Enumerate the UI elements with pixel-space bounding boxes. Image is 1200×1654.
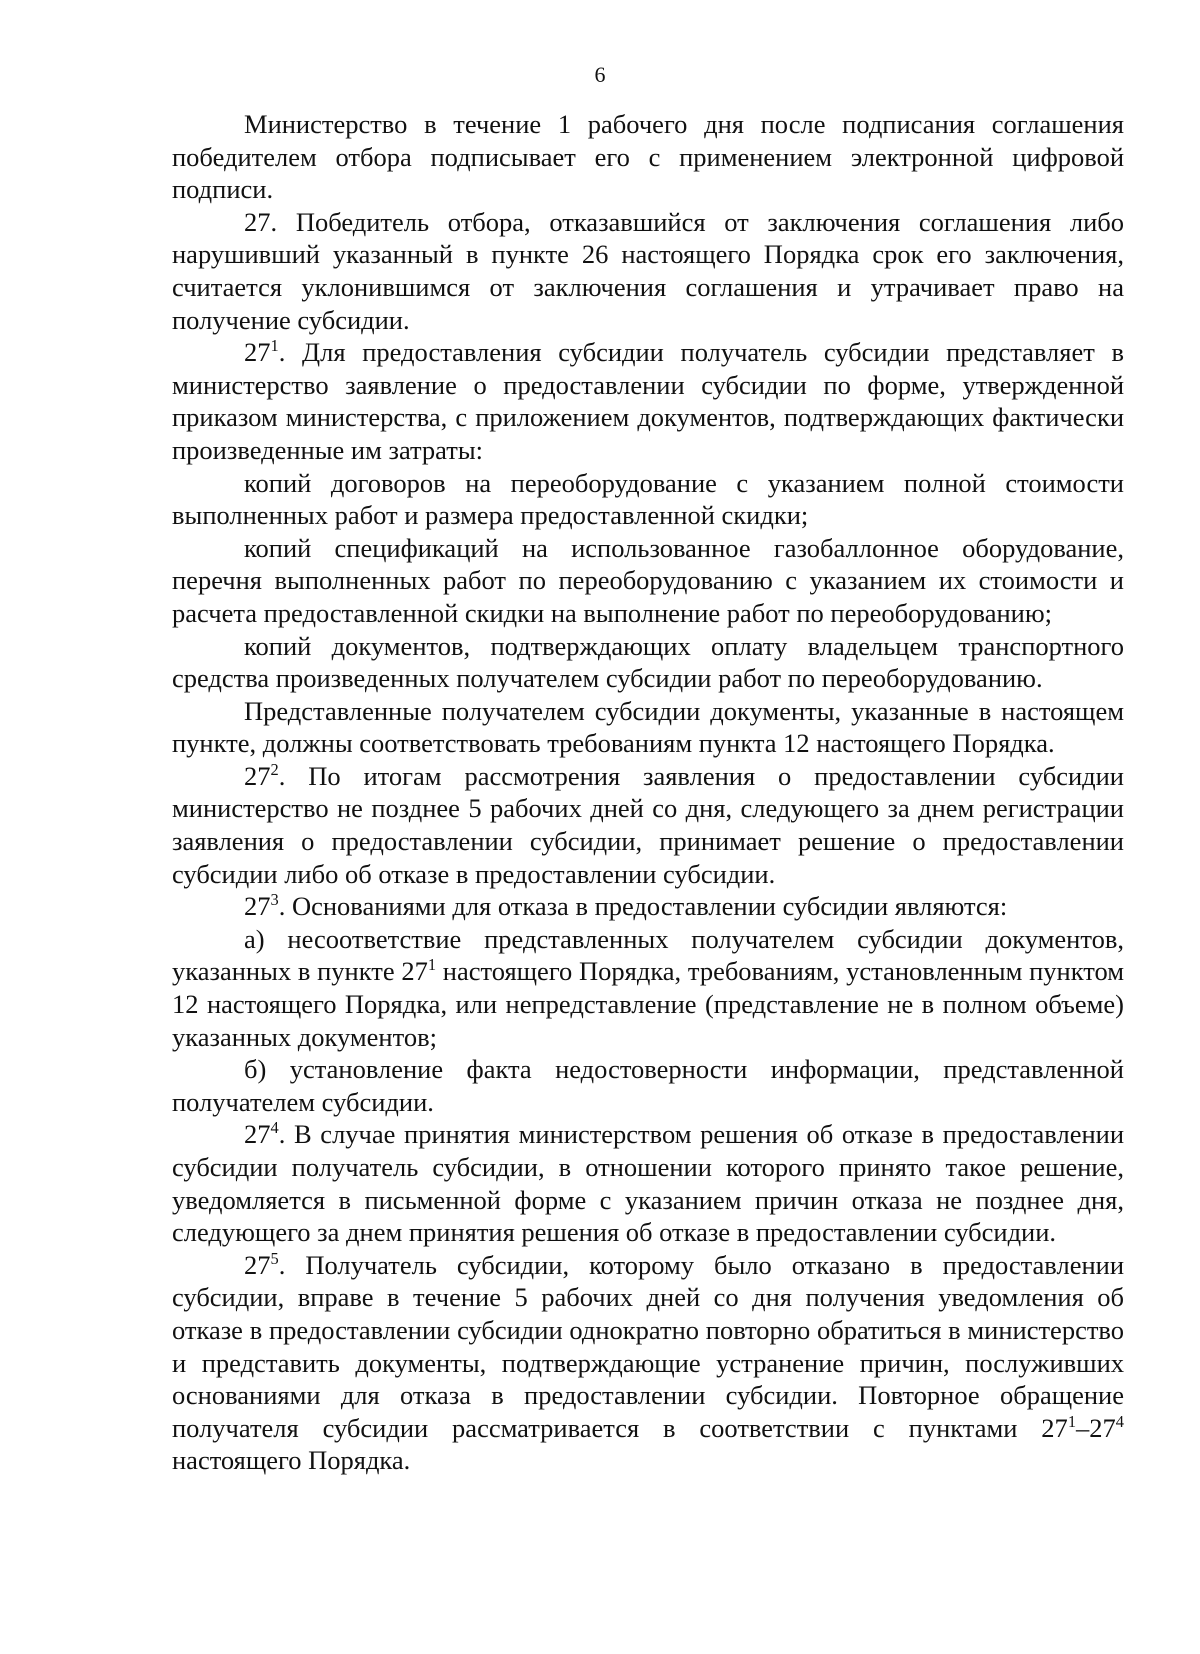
list-item-a	[172, 923, 1124, 1053]
clause-superscript: 1	[427, 955, 437, 975]
paragraph-documents-requirements: Представленные получателем субсидии документы, указанные в настоящем пункте, должны соответствовать требованиям пункта 12 настоящего Порядка.	[172, 695, 1124, 759]
clause-superscript: 4	[1115, 1411, 1124, 1431]
paragraph-27-5	[172, 1249, 1124, 1477]
clause-number: 27	[244, 1119, 271, 1150]
paragraph-27-1	[172, 336, 1124, 466]
clause-text: . В случае принятия министерством решения об отказе в предоставлении субсидии получатель субсидии, в отношении которого принято такое решение, уведомляется в письменной форме с указанием причин отказа не позднее дня, следующего за днем принятия решения об отказе в предоставлении субсидии.	[172, 1119, 1124, 1248]
paragraph-27-3	[172, 890, 1124, 923]
paragraph-27-2	[172, 760, 1124, 890]
clause-superscript: 5	[270, 1248, 279, 1268]
list-item-payment-documents: копий документов, подтверждающих оплату владельцем транспортного средства произведенных получателем субсидии работ по переоборудованию.	[172, 630, 1124, 694]
clause-superscript: 4	[270, 1118, 279, 1138]
clause-superscript: 1	[270, 335, 279, 355]
clause-text-range: –27	[1076, 1412, 1116, 1443]
clause-text: . Основаниями для отказа в предоставлении субсидии являются:	[278, 891, 1008, 922]
clause-superscript: 3	[270, 890, 279, 910]
clause-number: 27	[244, 760, 271, 791]
list-item-specifications: копий спецификаций на использованное газобаллонное оборудование, перечня выполненных работ по переоборудованию с указанием их стоимости и расчета предоставленной скидки на выполнение работ по переоборудованию;	[172, 532, 1124, 628]
clause-number: 27	[244, 891, 271, 922]
clause-text: . Для предоставления субсидии получатель субсидии представляет в министерство заявление о предоставлении субсидии по форме, утвержденной приказом министерства, с приложением документов, подтверждающих фактически произведенные им затраты:	[172, 337, 1124, 465]
document-body	[172, 108, 1124, 1477]
clause-superscript: 2	[270, 759, 279, 779]
paragraph-27: 27. Победитель отбора, отказавшийся от заключения соглашения либо нарушивший указанный в пункте 26 настоящего Порядка срок его заключения, считается уклонившимся от заключения соглашения и утрачивает право на получение субсидии.	[172, 206, 1124, 335]
item-text-end: настоящего Порядка, требованиям, установленным пунктом 12 настоящего Порядка, или непредставление (представление не в полном объеме) указанных документов;	[172, 956, 1124, 1052]
clause-number: 27	[244, 1249, 271, 1280]
paragraph-signing: Министерство в течение 1 рабочего дня после подписания соглашения победителем отбора подписывает его с применением электронной цифровой подписи.	[172, 109, 1124, 205]
clause-text-end: настоящего Порядка.	[172, 1445, 411, 1476]
clause-text: . Получатель субсидии, которому было отказано в предоставлении субсидии, вправе в течение 5 рабочих дней со дня получения уведомления об отказе в предоставлении субсидии однократно повторно обратиться в министерство и представить документы, подтверждающие устранение причин, послуживших основаниями для отказа в предоставлении субсидии. Повторное обращение получателя субсидии рассматривается в соответствии с пунктами 27	[172, 1249, 1124, 1443]
clause-text: . По итогам рассмотрения заявления о предоставлении субсидии министерство не позднее 5 рабочих дней со дня, следующего за днем регистрации заявления о предоставлении субсидии, принимает решение о предоставлении субсидии либо об отказе в предоставлении субсидии.	[172, 760, 1124, 889]
list-item-contracts: копий договоров на переоборудование с указанием полной стоимости выполненных работ и размера предоставленной скидки;	[172, 467, 1124, 531]
paragraph-27-4	[172, 1118, 1124, 1248]
clause-number: 27	[244, 337, 271, 368]
page-number: 6	[594, 62, 606, 87]
item-text-start: а) несоответствие представленных получателем субсидии документов, указанных в пункте 27	[172, 923, 1124, 987]
list-item-b: б) установление факта недостоверности информации, представленной получателем субсидии.	[172, 1054, 1124, 1117]
clause-superscript: 1	[1067, 1411, 1077, 1431]
